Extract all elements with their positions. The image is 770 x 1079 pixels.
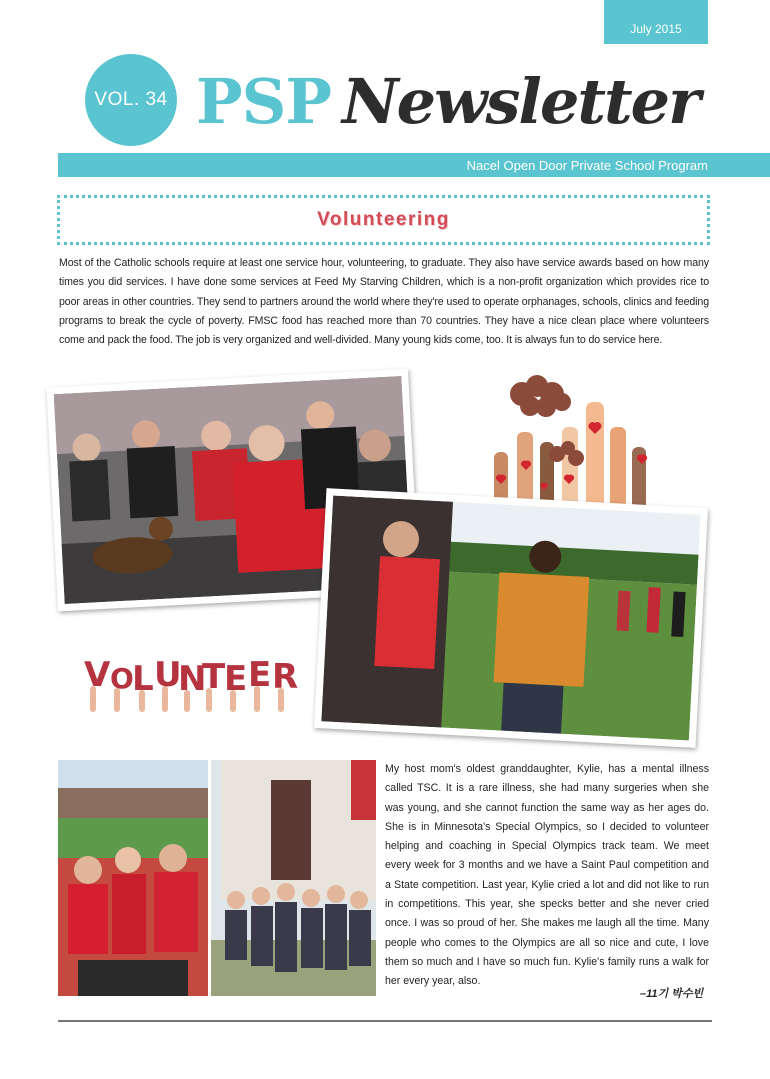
article-paragraph-1: Most of the Catholic schools require at least one service hour, volunteering, to graduate. They also have service awards based on how many times you did services. I have done some services at Feed My Starving Children, which is a non-profit organization which provides rice to poor areas in other countries. They send to partners around the world where they're used to operate orphanages, schools, clinics and feeding programs to break the cycle of poverty. FMSC food has reached more than 70 countries. They have a nice clean place where volunteers come and pack the food. The job is very organized and well-divided. Many young kids come, too. It is always fun to do service here. (59, 257, 709, 347)
volunteer-letter: N (178, 659, 207, 699)
article-paragraph-2: My host mom's oldest granddaughter, Kylie, has a mental illness called TSC. It is a rare illness, she had many surgeries when she was young, and she cannot function the same way as her ages do. She is in Minnesota's Special Olympics, so I decided to volunteer helping and coaching in Special Olympics track team. We meet every week for 3 months and we have a Saint Paul competition and a State competition. Last year, Kylie cried a lot and did not like to run in competitions. This year, she specks better and she never cried once. I was so proud of her. She makes me laugh all the time. Many people who comes to the Olympics are all so nice and cute, I love them so much and I have so much fun. Kylie's family runs a walk for her every year, also. (385, 763, 709, 988)
section-title: Volunteering (317, 209, 450, 230)
masthead-newsletter: Newsletter (342, 65, 699, 138)
masthead-psp: PSP (196, 65, 332, 138)
photo-family-group (211, 760, 376, 996)
volunteer-letter: O (110, 662, 134, 695)
footer-rule (58, 1020, 712, 1022)
issue-date: July 2015 (604, 0, 708, 44)
author-signature: –11기 박수빈 (640, 988, 704, 1000)
volunteer-letter: E (248, 655, 272, 695)
volunteer-letters-graphic (84, 646, 298, 712)
photo-girls-track (58, 760, 208, 996)
photo-track-coaching (314, 488, 708, 748)
section-header-box (57, 195, 710, 245)
volunteer-letter: L (132, 659, 154, 699)
volunteer-letter: E (224, 659, 248, 699)
volume-badge: VOL. 34 (85, 54, 177, 146)
volunteer-letter: V (84, 655, 111, 695)
volunteer-letter: R (272, 657, 298, 697)
subtitle-bar (58, 153, 770, 177)
program-name: Nacel Open Door Private School Program (466, 157, 708, 173)
volunteer-letter: U (154, 655, 182, 695)
volunteer-letter: T (202, 657, 226, 697)
